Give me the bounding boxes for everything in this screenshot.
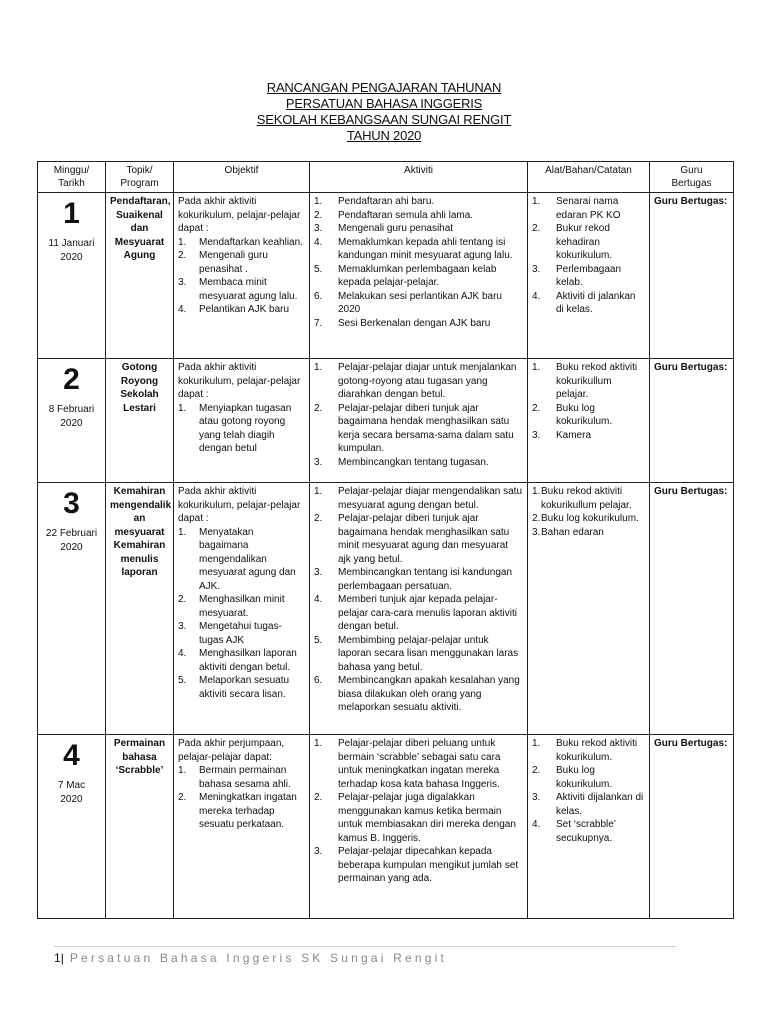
list-item: 2. Bukur rekod kehadiran kokurikulum. <box>532 223 613 261</box>
topic-line: Lestari <box>123 402 156 414</box>
guru-cell <box>650 735 734 919</box>
list-item: 1. Menyatakan bagaimana mengendalikan mesyuarat agung dan AJK. <box>178 526 296 592</box>
list-item: 2. Mengenali guru penasihat . <box>178 250 268 275</box>
list-item: 1. Mendaftarkan keahlian. <box>178 236 303 248</box>
activity-cell <box>310 735 528 919</box>
tools-cell <box>528 359 650 483</box>
guru-label: Guru Bertugas: <box>654 196 728 207</box>
tools-list <box>532 737 645 845</box>
list-item: 5. Melaporkan sesuatu aktiviti secara lisan. <box>178 675 290 700</box>
guru-label: Guru Bertugas: <box>654 486 728 497</box>
page-number: 1 <box>54 951 61 965</box>
objective-cell <box>174 359 310 483</box>
topic-line: Gotong <box>121 362 158 373</box>
list-item: 1. Pelajar-pelajar diajar untuk menjalankan gotong-royong atau tugasan yang diarahkan dengan betul. <box>314 362 517 400</box>
topic-line: ‘Scrabble’ <box>115 765 164 776</box>
topic-line: an mesyuarat <box>114 513 165 538</box>
topic-cell <box>106 735 174 919</box>
tools-list <box>532 485 645 539</box>
week-cell <box>38 483 106 735</box>
list-item: 5. Memaklumkan perlembagaan kelab kepada pelajar-pelajar. <box>314 263 497 288</box>
list-item: 4. Memaklumkan kepada ahli tentang isi kandungan minit mesyuarat agung lalu. <box>314 236 513 261</box>
week-number: 2 <box>63 363 80 396</box>
objective-cell <box>174 735 310 919</box>
topic-line: bahasa <box>122 751 157 763</box>
guru-label: Guru Bertugas: <box>654 362 728 373</box>
list-item: 3. Bahan edaran <box>532 526 604 538</box>
doc-title-line4: TAHUN 2020 <box>346 128 422 143</box>
list-item: 1. Buku rekod aktiviti kokurikullum pelajar. <box>532 486 632 511</box>
list-item: 1. Buku rekod aktiviti kokurikulum. <box>532 738 638 763</box>
objective-intro: Pada akhir perjumpaan, pelajar-pelajar dapat: <box>178 738 285 763</box>
activity-list <box>314 195 523 330</box>
list-item: 6. Membincangkan apakah kesalahan yang biasa dilakukan oleh orang yang melaporkan sesuatu aktiviti. <box>314 675 520 713</box>
list-item: 2. Buku log kokurikulum. <box>532 402 613 427</box>
list-item: 1. Senarai nama edaran PK KO <box>532 196 621 221</box>
topic-line: Mesyuarat <box>114 236 165 248</box>
activity-list <box>314 485 523 715</box>
week-number: 1 <box>63 197 80 230</box>
header-activity: Aktiviti <box>310 162 528 193</box>
list-item: 4. Set ‘scrabble’ secukupnya. <box>532 819 616 844</box>
week-cell <box>38 735 106 919</box>
guru-cell <box>650 483 734 735</box>
objective-list <box>178 236 305 317</box>
topic-line: Agung <box>123 250 156 261</box>
header-tools: Alat/Bahan/Catatan <box>528 162 650 193</box>
topic-cell <box>106 483 174 735</box>
guru-cell <box>650 359 734 483</box>
week-cell <box>38 193 106 359</box>
list-item: 4. Memberi tunjuk ajar kepada pelajar-pelajar cara-cara menulis laporan aktiviti dengan betul. <box>314 594 517 632</box>
activity-list <box>314 361 523 469</box>
tools-list <box>532 195 645 317</box>
list-item: 3. Mengenali guru penasihat <box>314 223 454 234</box>
list-item: 2. Pelajar-pelajar diberi tunjuk ajar bagaimana hendak menghasilkan satu kerja secara bersama-sama dalam satu kumpulan. <box>314 402 514 454</box>
topic-line: Royong <box>120 375 159 387</box>
objective-list <box>178 402 305 456</box>
list-item: 2. Pendaftaran semula ahli lama. <box>314 209 474 221</box>
guru-label: Guru Bertugas: <box>654 738 728 749</box>
header-topic: Topik/ Program <box>106 162 174 193</box>
tools-cell <box>528 193 650 359</box>
week-date: 11 Januari 2020 <box>48 238 95 263</box>
header-week: Minggu/ Tarikh <box>38 162 106 193</box>
list-item: 2. Buku log kokurikulum. <box>532 765 613 790</box>
list-item: 1. Menyiapkan tugasan atau gotong royong yang telah diagih dengan betul <box>178 402 292 454</box>
header-objective: Objektif <box>174 162 310 193</box>
list-item: 3. Aktiviti dijalankan di kelas. <box>532 792 644 817</box>
objective-list <box>178 764 305 832</box>
tools-list <box>532 361 645 442</box>
topic-line: Kemahiran <box>113 540 166 551</box>
objective-cell <box>174 193 310 359</box>
topic-line: dan <box>130 223 149 234</box>
list-item: 3. Membincangkan tentang tugasan. <box>314 456 489 468</box>
topic-cell <box>106 359 174 483</box>
topic-line: mengendalik <box>110 499 172 511</box>
guru-cell <box>650 193 734 359</box>
list-item: 1. Pelajar-pelajar diajar mengendalikan satu mesyuarat agung dengan betul. <box>314 486 522 511</box>
topic-line: Permainan <box>113 738 166 749</box>
activity-cell <box>310 193 528 359</box>
page-footer <box>54 946 676 965</box>
week-number: 3 <box>63 487 80 520</box>
document-header <box>0 80 768 144</box>
list-item: 1. Bermain permainan bahasa sesama ahli. <box>178 765 291 790</box>
objective-intro: Pada akhir aktiviti kokurikulum, pelajar-pelajar dapat : <box>178 486 301 524</box>
week-number: 4 <box>63 739 80 772</box>
list-item: 1. Pendaftaran ahi baru. <box>314 196 435 207</box>
list-item: 6. Melakukan sesi perlantikan AJK baru 2020 <box>314 290 502 315</box>
list-item: 1. Pelajar-pelajar diberi peluang untuk bermain ‘scrabble’ sebagai satu cara untuk meningkatkan ingatan mereka terhadap kosa kata bahasa Inggeris. <box>314 738 501 790</box>
list-item: 3. Membincangkan tentang isi kandungan perlembagaan persatuan. <box>314 567 513 592</box>
list-item: 1. Buku rekod aktiviti kokurikullum pelajar. <box>532 362 638 400</box>
footer-text: Persatuan Bahasa Inggeris SK Sungai Rengit <box>69 951 448 965</box>
list-item: 3. Pelajar-pelajar dipecahkan kepada beberapa kumpulan mengikut jumlah set permainan yang ada. <box>314 846 519 884</box>
list-item: 3. Mengetahui tugas-tugas AJK <box>178 621 282 646</box>
doc-title-line1: RANCANGAN PENGAJARAN TAHUNAN <box>266 80 502 95</box>
objective-cell <box>174 483 310 735</box>
activity-cell <box>310 359 528 483</box>
list-item: 5. Membimbing pelajar-pelajar untuk laporan secara lisan menggunakan laras bahasa yang betul. <box>314 634 519 673</box>
topic-line: Suaikenal <box>116 209 163 221</box>
list-item: 2. Menghasilkan minit mesyuarat. <box>178 594 285 619</box>
header-guru: Guru Bertugas <box>650 162 734 193</box>
table-row <box>38 193 734 359</box>
doc-title-line2: PERSATUAN BAHASA INGGERIS <box>285 96 483 111</box>
table-header-row <box>38 162 734 193</box>
list-item: 3. Membaca minit mesyuarat agung lalu. <box>178 277 298 302</box>
topic-line: Kemahiran <box>113 486 166 497</box>
list-item: 2. Pelajar-pelajar diberi tunjuk ajar bagaimana hendak menghasilkan satu minit mesyuarat agung dan mesyuarat ajk yang betul. <box>314 513 510 565</box>
topic-line: menulis <box>120 553 159 565</box>
list-item: 2. Meningkatkan ingatan mereka terhadap sesuatu perkataan. <box>178 792 297 830</box>
objective-intro: Pada akhir aktiviti kokurikulum, pelajar-pelajar dapat : <box>178 362 301 400</box>
week-date: 22 Februari 2020 <box>45 528 98 553</box>
list-item: 7. Sesi Berkenalan dengan AJK baru <box>314 317 491 329</box>
topic-line: laporan <box>121 567 158 578</box>
week-cell <box>38 359 106 483</box>
list-item: 2. Buku log kokurikulum. <box>532 513 639 524</box>
doc-title-line3: SEKOLAH KEBANGSAAN SUNGAI RENGIT <box>256 112 512 127</box>
list-item: 3. Perlembagaan kelab. <box>532 263 622 288</box>
list-item: 4. Aktiviti di jalankan di kelas. <box>532 290 636 315</box>
objective-intro: Pada akhir aktiviti kokurikulum, pelajar-pelajar dapat : <box>178 196 301 234</box>
table-row <box>38 735 734 919</box>
activity-cell <box>310 483 528 735</box>
objective-list <box>178 526 305 702</box>
week-date: 8 Februari 2020 <box>48 404 95 429</box>
tools-cell <box>528 735 650 919</box>
topic-line: Pendaftaran, <box>110 196 171 207</box>
list-item: 4. Pelantikan AJK baru <box>178 304 290 315</box>
footer-separator: | <box>60 951 64 965</box>
lesson-plan-table <box>37 161 734 919</box>
table-row <box>38 359 734 483</box>
week-date: 7 Mac 2020 <box>57 780 86 805</box>
list-item: 3. Kamera <box>532 429 592 441</box>
list-item: 2. Pelajar-pelajar juga digalakkan menggunakan kamus ketika bermain untuk membiasakan diri mereka dengan kamus B. Inggeris. <box>314 792 516 844</box>
tools-cell <box>528 483 650 735</box>
topic-cell <box>106 193 174 359</box>
table-row <box>38 483 734 735</box>
list-item: 4. Menghasilkan laporan aktiviti dengan betul. <box>178 648 297 673</box>
topic-line: Sekolah <box>120 389 159 400</box>
activity-list <box>314 737 523 886</box>
